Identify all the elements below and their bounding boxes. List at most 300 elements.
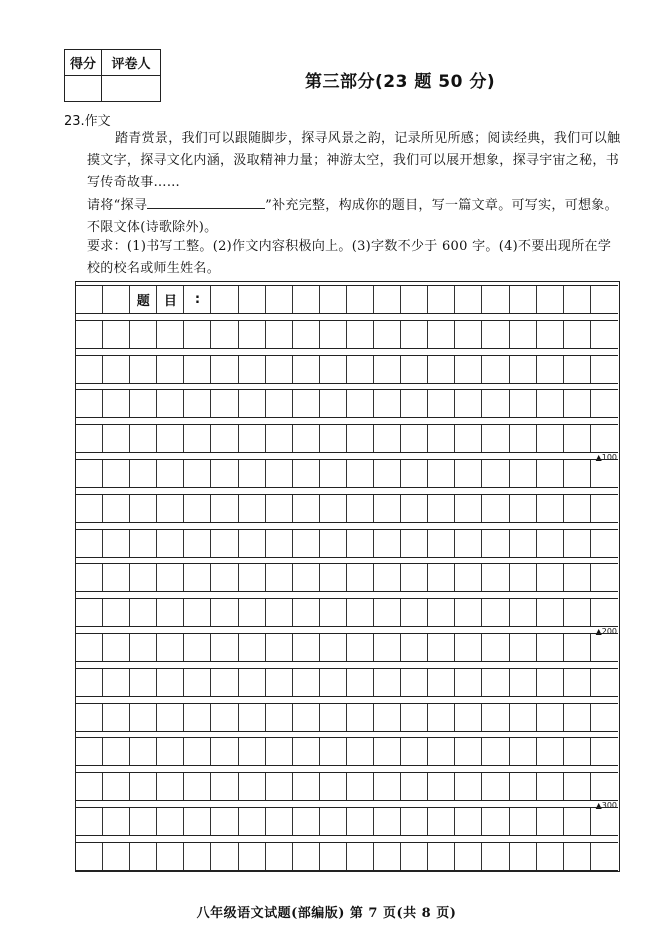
grid-row xyxy=(76,598,618,627)
essay-intro: 踏青赏景，我们可以跟随脚步，探寻风景之韵，记录所见所感；阅读经典，我们可以触摸文字，探寻文化内涵，汲取精神力量；神游太空，我们可以展开想象，探寻宇宙之秘，书写传奇故事…… xyxy=(87,131,621,190)
grid-cell xyxy=(239,773,266,800)
grid-cell xyxy=(564,286,591,313)
grid-cell xyxy=(347,530,374,557)
grid-row xyxy=(76,389,618,418)
grid-cell xyxy=(239,843,266,870)
essay-requirements: 要求：(1)书写工整。(2)作文内容积极向上。(3)字数不少于 600 字。(4)不要出现所在学校的校名或师生姓名。 xyxy=(87,239,612,276)
grid-cell xyxy=(591,634,618,661)
grid-cell xyxy=(266,425,293,452)
grid-cell xyxy=(401,704,428,731)
grid-cell xyxy=(76,669,103,696)
grid-cell xyxy=(428,356,455,383)
grid-cell xyxy=(76,808,103,835)
grid-cell xyxy=(103,599,130,626)
word-count-mark: ▲200 xyxy=(595,627,617,637)
grid-cell xyxy=(157,530,184,557)
grid-cell xyxy=(320,286,347,313)
grid-cell xyxy=(239,704,266,731)
grid-cell xyxy=(455,599,482,626)
grid-cell xyxy=(320,495,347,522)
grid-cell xyxy=(293,669,320,696)
grid-cell xyxy=(184,808,211,835)
grid-cell xyxy=(239,599,266,626)
grid-cell xyxy=(103,390,130,417)
grid-cell xyxy=(401,321,428,348)
grid-cell xyxy=(591,460,618,487)
grid-cell xyxy=(374,808,401,835)
grid-cell xyxy=(537,356,564,383)
grid-cell xyxy=(76,460,103,487)
grid-cell xyxy=(130,356,157,383)
grid-cell xyxy=(130,564,157,591)
grid-cell xyxy=(591,773,618,800)
grid-cell xyxy=(76,634,103,661)
grid-cell xyxy=(293,808,320,835)
grid-cell xyxy=(103,738,130,765)
grid-cell xyxy=(130,808,157,835)
grid-cell xyxy=(320,425,347,452)
grid-cell xyxy=(482,390,509,417)
grid-cell xyxy=(510,286,537,313)
grid-cell xyxy=(510,738,537,765)
grid-cell xyxy=(266,669,293,696)
grid-cell xyxy=(347,495,374,522)
grid-cell xyxy=(510,564,537,591)
grid-cell xyxy=(510,634,537,661)
grid-cell xyxy=(320,321,347,348)
grid-cell xyxy=(184,425,211,452)
grid-cell xyxy=(130,773,157,800)
grid-cell xyxy=(564,843,591,870)
grid-cell xyxy=(130,390,157,417)
grid-cell xyxy=(537,425,564,452)
grid-cell xyxy=(510,599,537,626)
grid-cell xyxy=(184,773,211,800)
grid-cell xyxy=(266,321,293,348)
grid-cell xyxy=(428,669,455,696)
grid-cell xyxy=(510,460,537,487)
grid-cell xyxy=(103,321,130,348)
grid-cell xyxy=(537,564,564,591)
grid-cell xyxy=(510,425,537,452)
grid-cell xyxy=(157,773,184,800)
grid-cell xyxy=(510,704,537,731)
grid-cell xyxy=(211,286,238,313)
grid-cell xyxy=(510,808,537,835)
grid-cell xyxy=(537,634,564,661)
grid-cell xyxy=(266,460,293,487)
grid-cell xyxy=(537,286,564,313)
grid-cell xyxy=(239,808,266,835)
grid-cell xyxy=(76,773,103,800)
grid-cell xyxy=(293,773,320,800)
grid-cell xyxy=(211,564,238,591)
grid-cell xyxy=(455,704,482,731)
grid-cell xyxy=(510,843,537,870)
grid-cell xyxy=(320,808,347,835)
grid-cell xyxy=(76,530,103,557)
grid-cell xyxy=(293,599,320,626)
grid-cell xyxy=(320,634,347,661)
grader-label: 评卷人 xyxy=(102,50,161,76)
grid-cell xyxy=(103,286,130,313)
grid-cell xyxy=(103,634,130,661)
grid-cell xyxy=(401,634,428,661)
grid-cell xyxy=(266,634,293,661)
grid-cell xyxy=(320,773,347,800)
grid-cell xyxy=(537,390,564,417)
grid-cell xyxy=(347,286,374,313)
grid-cell xyxy=(537,495,564,522)
grid-cell xyxy=(211,390,238,417)
grid-cell xyxy=(293,530,320,557)
grid-cell xyxy=(347,704,374,731)
grid-cell xyxy=(347,356,374,383)
grid-cell xyxy=(374,356,401,383)
grid-cell xyxy=(591,286,618,313)
grid-cell xyxy=(482,704,509,731)
grid-row xyxy=(76,424,618,453)
grid-cell xyxy=(266,704,293,731)
grid-cell xyxy=(103,460,130,487)
grid-cell xyxy=(239,390,266,417)
grid-cell xyxy=(428,634,455,661)
grid-cell xyxy=(455,460,482,487)
grid-cell xyxy=(428,773,455,800)
grid-cell xyxy=(184,843,211,870)
grid-cell xyxy=(266,390,293,417)
grid-cell xyxy=(374,321,401,348)
grid-cell xyxy=(537,738,564,765)
grid-cell xyxy=(482,321,509,348)
grid-cell xyxy=(564,808,591,835)
grid-cell xyxy=(239,425,266,452)
grid-cell xyxy=(184,738,211,765)
grid-cell xyxy=(320,356,347,383)
grid-cell xyxy=(76,704,103,731)
grid-cell xyxy=(157,356,184,383)
grid-cell xyxy=(347,599,374,626)
grid-cell xyxy=(103,564,130,591)
score-box xyxy=(64,49,161,102)
grid-cell xyxy=(184,356,211,383)
grid-cell xyxy=(293,460,320,487)
grid-cell xyxy=(211,356,238,383)
grid-cell xyxy=(157,390,184,417)
grid-cell xyxy=(455,843,482,870)
grid-cell xyxy=(320,738,347,765)
grid-cell xyxy=(293,286,320,313)
grid-cell xyxy=(564,425,591,452)
part-title: 第三部分(23 题 50 分) xyxy=(305,72,496,92)
grid-cell xyxy=(564,390,591,417)
grid-cell xyxy=(293,704,320,731)
grid-cell xyxy=(374,738,401,765)
grid-cell xyxy=(428,564,455,591)
grid-row xyxy=(76,703,618,732)
grid-cell xyxy=(428,843,455,870)
grid-row xyxy=(76,842,618,871)
question-number: 23.作文 xyxy=(64,114,111,129)
grid-cell xyxy=(347,425,374,452)
grid-cell xyxy=(401,599,428,626)
grid-cell xyxy=(293,425,320,452)
grid-cell xyxy=(239,286,266,313)
grid-cell xyxy=(130,843,157,870)
grid-cell xyxy=(184,669,211,696)
grid-cell xyxy=(266,773,293,800)
grid-cell xyxy=(211,495,238,522)
grid-cell xyxy=(184,390,211,417)
grid-row xyxy=(76,563,618,592)
writing-grid xyxy=(75,281,620,872)
grid-cell xyxy=(401,356,428,383)
grid-cell xyxy=(374,843,401,870)
grid-cell xyxy=(591,669,618,696)
grid-cell xyxy=(320,843,347,870)
grid-cell xyxy=(266,286,293,313)
grid-cell xyxy=(428,599,455,626)
grid-cell xyxy=(455,321,482,348)
grid-cell xyxy=(130,599,157,626)
grid-cell xyxy=(374,634,401,661)
grid-cell xyxy=(482,286,509,313)
grid-cell xyxy=(510,356,537,383)
grid-cell xyxy=(157,704,184,731)
grid-cell xyxy=(374,425,401,452)
page-footer: 八年级语文试题(部编版) 第 7 页(共 8 页) xyxy=(196,906,457,921)
grid-cell xyxy=(591,390,618,417)
grid-cell xyxy=(591,425,618,452)
grid-cell xyxy=(401,669,428,696)
grid-row xyxy=(76,633,618,662)
grid-cell xyxy=(482,599,509,626)
grid-cell xyxy=(401,390,428,417)
grid-cell xyxy=(401,286,428,313)
grid-cell xyxy=(157,843,184,870)
grid-cell xyxy=(537,599,564,626)
grid-cell xyxy=(211,704,238,731)
grid-cell xyxy=(239,634,266,661)
grid-cell xyxy=(320,669,347,696)
grid-cell xyxy=(211,843,238,870)
grid-cell xyxy=(130,425,157,452)
grid-cell xyxy=(564,738,591,765)
grid-cell xyxy=(510,530,537,557)
grid-cell xyxy=(482,669,509,696)
grid-cell xyxy=(266,599,293,626)
grid-cell xyxy=(428,460,455,487)
grid-cell xyxy=(482,564,509,591)
grid-cell xyxy=(455,390,482,417)
grid-cell xyxy=(428,425,455,452)
grid-cell xyxy=(591,843,618,870)
grid-cell xyxy=(401,738,428,765)
grid-cell xyxy=(76,599,103,626)
grid-cell xyxy=(564,634,591,661)
title-fill-blank xyxy=(147,195,265,209)
grid-cell xyxy=(401,564,428,591)
grid-cell xyxy=(401,495,428,522)
grid-cell xyxy=(157,634,184,661)
grid-cell xyxy=(591,808,618,835)
grid-cell xyxy=(103,704,130,731)
grid-cell xyxy=(184,460,211,487)
grid-cell xyxy=(157,599,184,626)
grid-cell xyxy=(157,738,184,765)
grid-cell xyxy=(537,808,564,835)
grid-cell xyxy=(211,599,238,626)
grid-cell xyxy=(239,321,266,348)
grid-cell xyxy=(211,808,238,835)
grid-cell xyxy=(76,321,103,348)
grid-cell xyxy=(374,495,401,522)
grid-cell xyxy=(510,669,537,696)
grid-cell xyxy=(564,530,591,557)
grid-cell xyxy=(591,738,618,765)
grid-cell xyxy=(347,669,374,696)
grid-cell xyxy=(184,530,211,557)
grid-cell xyxy=(482,356,509,383)
grid-cell xyxy=(428,808,455,835)
grid-cell xyxy=(266,738,293,765)
grid-cell xyxy=(591,704,618,731)
grid-cell xyxy=(266,808,293,835)
grid-cell xyxy=(401,425,428,452)
grid-cell xyxy=(455,773,482,800)
grid-cell xyxy=(211,773,238,800)
grid-cell xyxy=(564,321,591,348)
grid-cell xyxy=(428,530,455,557)
grid-cell xyxy=(428,495,455,522)
grid-cell xyxy=(374,530,401,557)
grid-cell xyxy=(184,495,211,522)
grid-cell xyxy=(157,564,184,591)
grid-cell xyxy=(320,599,347,626)
grid-cell xyxy=(293,738,320,765)
grid-cell xyxy=(591,356,618,383)
grid-cell xyxy=(130,704,157,731)
grid-cell xyxy=(293,390,320,417)
grid-cell xyxy=(130,460,157,487)
grid-cell xyxy=(591,530,618,557)
grid-cell xyxy=(537,530,564,557)
grid-cell xyxy=(239,738,266,765)
grid-cell xyxy=(401,843,428,870)
grid-cell xyxy=(591,564,618,591)
title-cell: 题 xyxy=(130,286,157,313)
grid-cell xyxy=(130,738,157,765)
grid-cell xyxy=(103,808,130,835)
grid-cell xyxy=(103,843,130,870)
grid-cell xyxy=(455,564,482,591)
grid-cell xyxy=(455,356,482,383)
grid-cell xyxy=(591,495,618,522)
grid-cell xyxy=(482,495,509,522)
grid-cell xyxy=(76,495,103,522)
essay-instruction xyxy=(87,195,622,239)
grid-cell xyxy=(103,425,130,452)
grid-row xyxy=(76,807,618,836)
grid-cell xyxy=(482,460,509,487)
grid-cell xyxy=(347,634,374,661)
grid-cell xyxy=(130,495,157,522)
grid-cell xyxy=(211,530,238,557)
grid-cell xyxy=(157,495,184,522)
grid-cell xyxy=(320,390,347,417)
grid-cell xyxy=(266,843,293,870)
grid-cell xyxy=(157,321,184,348)
grid-row xyxy=(76,320,618,349)
grid-cell xyxy=(184,704,211,731)
grid-cell xyxy=(293,321,320,348)
title-cell: 目 xyxy=(157,286,184,313)
grid-cell xyxy=(510,390,537,417)
grid-cell xyxy=(76,286,103,313)
grid-cell xyxy=(76,843,103,870)
grid-cell xyxy=(374,704,401,731)
grid-cell xyxy=(374,390,401,417)
grid-cell xyxy=(211,634,238,661)
grid-cell xyxy=(211,321,238,348)
grid-cell xyxy=(211,425,238,452)
grid-cell xyxy=(537,843,564,870)
instruction-suffix: ”补充完整，构成你的题目，写一篇文章。可写实，可想象。不限文体(诗歌除外)。 xyxy=(87,198,618,235)
grid-cell xyxy=(76,425,103,452)
grid-title-row xyxy=(76,285,618,314)
grid-cell xyxy=(374,460,401,487)
grid-cell xyxy=(510,773,537,800)
grid-cell xyxy=(482,530,509,557)
grid-cell xyxy=(320,530,347,557)
grid-cell xyxy=(103,356,130,383)
grid-cell xyxy=(564,356,591,383)
grid-cell xyxy=(347,773,374,800)
grid-cell xyxy=(591,599,618,626)
grid-cell xyxy=(428,390,455,417)
instruction-prefix: 请将“探寻 xyxy=(87,198,148,213)
grid-cell xyxy=(401,808,428,835)
grid-cell xyxy=(266,495,293,522)
grid-cell xyxy=(482,773,509,800)
grid-cell xyxy=(157,669,184,696)
grid-cell xyxy=(374,773,401,800)
grid-cell xyxy=(211,669,238,696)
grid-row xyxy=(76,529,618,558)
grid-cell xyxy=(482,843,509,870)
grid-cell xyxy=(130,321,157,348)
grid-cell xyxy=(266,564,293,591)
grid-cell xyxy=(564,599,591,626)
grid-cell xyxy=(347,808,374,835)
grid-cell xyxy=(428,738,455,765)
grid-cell xyxy=(455,738,482,765)
grid-cell xyxy=(184,321,211,348)
grid-cell xyxy=(428,321,455,348)
grader-blank xyxy=(102,76,161,102)
grid-cell xyxy=(537,704,564,731)
grid-cell xyxy=(347,321,374,348)
grid-cell xyxy=(482,808,509,835)
grid-cell xyxy=(564,495,591,522)
word-count-mark: ▲300 xyxy=(595,801,617,811)
grid-cell xyxy=(266,356,293,383)
grid-cell xyxy=(374,669,401,696)
grid-cell xyxy=(103,669,130,696)
grid-cell xyxy=(293,843,320,870)
grid-cell xyxy=(184,634,211,661)
grid-cell xyxy=(591,321,618,348)
